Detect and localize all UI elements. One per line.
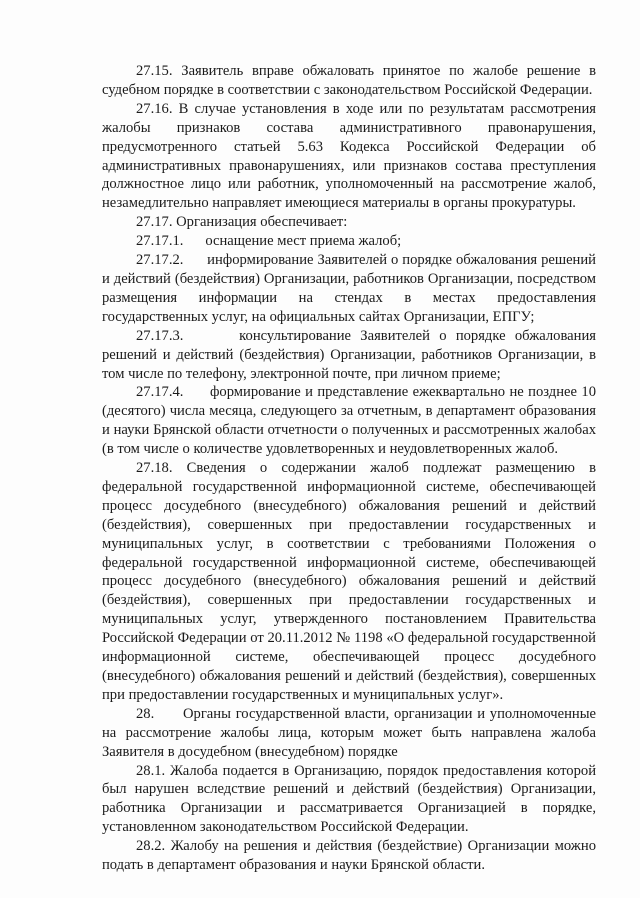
paragraph-27-17: 27.17. Организация обеспечивает: bbox=[136, 214, 348, 231]
paragraph-27-15: 27.15. Заявитель вправе обжаловать принятое по жалобе решение в судебном порядке в соответствии с законодательством Российской Федерации. bbox=[102, 63, 596, 98]
paragraph-27-17-2: 27.17.2. информирование Заявителей о порядке обжалования решений и действий (бездействия) Организации, работников Организации, посредством размещения информации на стендах в местах предоставления государственных услуг, на официальных сайтах Организации, ЕПГУ; bbox=[102, 252, 600, 325]
paragraph-27-16: 27.16. В случае установления в ходе или по результатам рассмотрения жалобы признаков состава административного правонарушения, предусмотренного статьей 5.63 Кодекса Российской Федерации об административных правонарушениях, или признаков состава преступления должностное лицо или работник, уполномоченный на рассмотрение жалоб, незамедлительно направляет имеющиеся материалы в органы прокуратуры. bbox=[102, 100, 596, 212]
document-body bbox=[102, 62, 600, 875]
paragraph-27-18: 27.18. Сведения о содержании жалоб подлежат размещению в федеральной государственной информационной системе, обеспечивающей процесс досудебного (внесудебного) обжалования решений и действий (бездействия), совершенных при предоставлении государственных и муниципальных услуг, в соответствии с требованиями Положения о федеральной государственной информационной системе, обеспечивающей процесс досудебного (внесудебного) обжалования решений и действий (бездействия), совершенных при предоставлении государственных и муниципальных услуг, утвержденного постановлением Правительства Российской Федерации от 20.11.2012 № 1198 «О федеральной государственной информационной системе, обеспечивающей процесс досудебного (внесудебного) обжалования решений и действий (бездействия), совершенных при предоставлении государственных и муниципальных услуг». bbox=[102, 460, 596, 703]
paragraph-28: 28. Органы государственной власти, организации и уполномоченные на рассмотрение жалобы лица, которым может быть направлена жалоба Заявителя в досудебном (внесудебном) порядке bbox=[102, 705, 600, 760]
paragraph-27-17-1: 27.17.1. оснащение мест приема жалоб; bbox=[136, 233, 402, 250]
paragraph-28-1: 28.1. Жалоба подается в Организацию, порядок предоставления которой был нарушен вследствие решений и действий (бездействия) Организации, работника Организации и рассматривается Организацией в порядке, установленном законодательством Российской Федерации. bbox=[102, 762, 596, 836]
paragraph-28-2: 28.2. Жалобу на решения и действия (бездействие) Организации можно подать в департамент образования и науки Брянской области. bbox=[102, 838, 596, 874]
paragraph-27-17-3: 27.17.3. консультирование Заявителей о порядке обжалования решений и действий (бездействия) Организации, работников Организации, в том числе по телефону, электронной почте, при личном приеме; bbox=[102, 327, 600, 382]
paragraph-27-17-4: 27.17.4. формирование и представление ежеквартально не позднее 10 (десятого) числа месяца, следующего за отчетным, в департамент образования и науки Брянской области отчетности о полученных и рассмотренных жалобах (в том числе о количестве удовлетворенных и неудовлетворенных жалоб. bbox=[102, 384, 600, 458]
